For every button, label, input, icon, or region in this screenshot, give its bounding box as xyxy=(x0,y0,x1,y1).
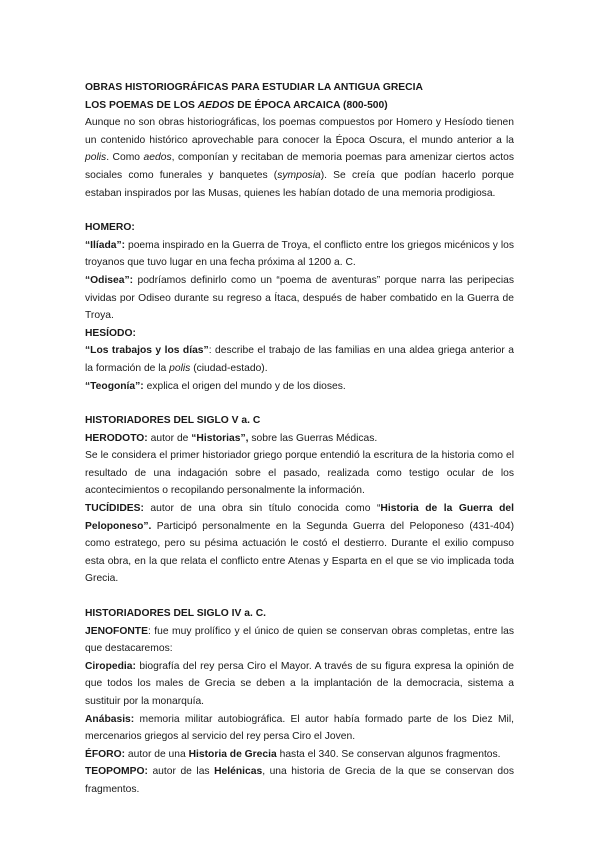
paragraph-odisea: “Odisea”: podríamos definirlo como un “poema de aventuras” porque narra las peripecias vividas por Odiseo durante su regreso a Ítaca, después de haber combatido en la Guerra de Troya. xyxy=(85,274,514,322)
paragraph-tucidides: TUCÍDIDES: autor de una obra sin título conocida como “Historia de la Guerra del Peloponeso”. Participó personalmente en la Segunda Guerra del Peloponeso (431-404) como estratego, pero su pésima actuación le costó el destierro. Durante el exilio compuso esta obra, en la que relata el conflicto entre Atenas y Esparta en el que se vio implicada toda Grecia. xyxy=(85,503,514,585)
document-page xyxy=(85,79,514,799)
document-title: OBRAS HISTORIOGRÁFICAS PARA ESTUDIAR LA ANTIGUA GRECIA xyxy=(85,82,423,93)
spacer xyxy=(85,395,514,412)
paragraph-iliada: “Ilíada”: poema inspirado en la Guerra de Troya, el conflicto entre los griegos micénicos y los troyanos que tuvo lugar en una fecha próxima al 1200 a. C. xyxy=(85,239,514,269)
paragraph-teogonia: “Teogonía”: explica el origen del mundo y de los dioses. xyxy=(85,380,346,392)
paragraph-herodoto-detail: Se le considera el primer historiador griego porque entendió la escritura de la historia como el resultado de una indagación sobre el pasado, realizada como testigo ocular de los acontecimientos o recopilando personalmente la información. xyxy=(85,450,514,497)
paragraph-ciropedia: Ciropedia: biografía del rey persa Ciro el Mayor. A través de su figura expresa la opinión de que todos los males de Grecia se deben a la implantación de la democracia, sistema a sustituir por la monarquía. xyxy=(85,660,514,707)
paragraph-jenofonte: JENOFONTE: fue muy prolífico y el único de quien se conservan obras completas, entre las que destacaremos: xyxy=(85,625,514,655)
paragraph-eforo: ÉFORO: autor de una Historia de Grecia hasta el 340. Se conservan algunos fragmentos. xyxy=(85,748,501,760)
section-heading-siglo-iv: HISTORIADORES DEL SIGLO IV a. C. xyxy=(85,608,266,620)
section-heading-homero: HOMERO: xyxy=(85,222,135,234)
heading-text: DE ÉPOCA ARCAICA (800-500) xyxy=(234,99,388,111)
paragraph-trabajos: “Los trabajos y los días”: describe el trabajo de las familias en una aldea griega anterior a la formación de la polis (ciudad-estado). xyxy=(85,345,515,374)
paragraph-anabasis: Anábasis: memoria militar autobiográfica. El autor había formado parte de los Diez Mil, mercenarios griegos al servicio del rey persa Ciro el Joven. xyxy=(85,713,514,743)
heading-text: LOS POEMAS DE LOS xyxy=(85,99,198,111)
spacer xyxy=(85,202,514,219)
section-heading-poemas xyxy=(85,97,514,115)
paragraph-herodoto: HERODOTO: autor de “Historias”, sobre las Guerras Médicas. xyxy=(85,432,378,444)
heading-italic: AEDOS xyxy=(197,99,235,111)
section-heading-hesiodo: HESÍODO: xyxy=(85,327,136,339)
paragraph-poemas: Aunque no son obras historiográficas, los poemas compuestos por Homero y Hesíodo tienen un contenido histórico aprovechable para conocer la Época Oscura, el mundo anterior a la polis. Como aedos, componían y recitaban de memoria poemas para amenizar ciertos actos sociales como funerales y banquetes (symposia). Se creía que podían hacerlo porque estaban inspirados por las Musas, quienes les habían dotado de una memoria prodigiosa. xyxy=(85,117,514,199)
section-heading-siglo-v: HISTORIADORES DEL SIGLO V a. C xyxy=(85,415,261,427)
paragraph-teopompo: TEOPOMPO: autor de las Helénicas, una historia de Grecia de la que se conservan dos fragmentos. xyxy=(85,766,514,795)
spacer xyxy=(85,588,514,605)
